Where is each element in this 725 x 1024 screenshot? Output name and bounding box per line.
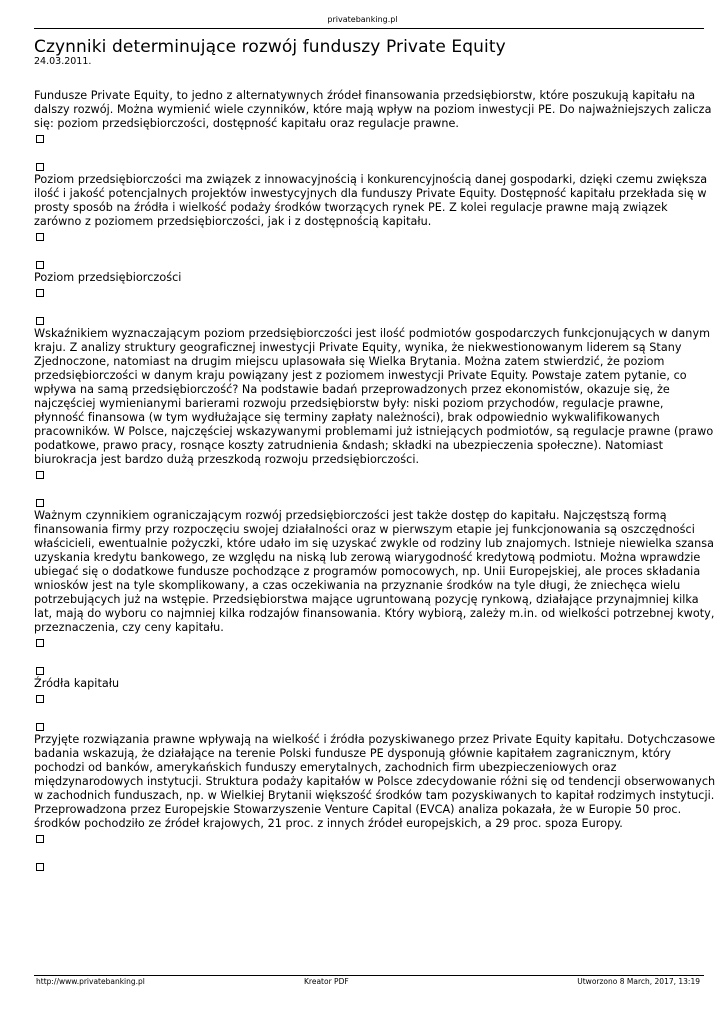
paragraph-legal: Przyjęte rozwiązania prawne wpływają na wielkość i źródła pozyskiwanego przez Private Equity kapitału. Dotychczasowe badania wskazują, że działające na terenie Polski fundusze PE dysponują głównie kapitałem zagranicznym, który pochodzi od banków, amerykańskich funduszy emerytalnych, zachodnich firm ubezpieczeniowych oraz międzynarodowych instytucji. Struktura podaży kapitałów w Polsce zdecydowanie różni się od tendencji obserwowanych w zachodnich funduszach, np. w Wielkiej Brytanii większość środków tam pozyskiwanych to kapitał rodzimych instytucji. Przeprowadzona przez Europejskie Stowarzyszenie Venture Capital (EVCA) analiza pokazała, że w Europie 50 proc. środków pochodziło ze źródeł krajowych, 21 proc. z innych źródeł europejskich, a 29 proc. spoza Europy.	[34, 733, 716, 830]
paragraph-intro: Fundusze Private Equity, to jedno z alternatywnych źródeł finansowania przedsiębiorstw, które poszukują kapitału na dalszy rozwój. Można wymienić wiele czynników, które mają wpływ na poziom inwestycji PE. Do najważniejszych zalicza się: poziom przedsiębiorczości, dostępność kapitału oraz regulacje prawne.	[34, 89, 712, 130]
placeholder-box-icon	[36, 233, 44, 241]
placeholder-box-icon	[36, 499, 44, 507]
article-date: 24.03.2011.	[34, 56, 92, 67]
site-header: privatebanking.pl	[327, 15, 398, 24]
placeholder-box-icon	[36, 289, 44, 297]
section-heading-entrepreneurship: Poziom przedsiębiorczości	[34, 271, 182, 284]
placeholder-box-icon	[36, 695, 44, 703]
placeholder-box-icon	[36, 261, 44, 269]
placeholder-box-icon	[36, 667, 44, 675]
paragraph-capital-access: Ważnym czynnikiem ograniczającym rozwój przedsiębiorczości jest także dostęp do kapitału. Najczęstszą formą finansowania firmy przy rozpoczęciu swojej działalności oraz w pierwszym etapie jej funkcjonowania są oszczędności właścicieli, ewentualnie pożyczki, które udało im się uzyskać zwykle od rodziny lub znajomych. Istnieje niewielka szansa uzyskania kredytu bankowego, ze względu na niską lub zerową wiarygodność kredytową podmiotu. Można wprawdzie ubiegać się o dodatkowe fundusze pochodzące z programów pomocowych, np. Unii Europejskiej, ale proces składania wniosków jest na tyle skomplikowany, a czas oczekiwania na przyznanie środków na tyle długi, że zniechęca wielu potrzebujących już na wstępie. Przedsiębiorstwa mające ugruntowaną pozycję rynkową, działające przynajmniej kilka lat, mają do wyboru co najmniej kilka rodzajów finansowania. Który wybiorą, zależy m.in. od wielkości potrzebnej kwoty, przeznaczenia, czy ceny kapitału.	[34, 509, 715, 634]
placeholder-box-icon	[36, 639, 44, 647]
footer-divider	[34, 975, 704, 976]
placeholder-box-icon	[36, 317, 44, 325]
paragraph-factors: Poziom przedsiębiorczości ma związek z innowacyjnością i konkurencyjnością danej gospodarki, dzięki czemu zwiększa ilość i jakość potencjalnych projektów inwestycyjnych dla funduszy Private Equity. Dostępność kapitału przekłada się w prosty sposób na źródła i wielkość podaży środków tworzących rynek PE. Z kolei regulacje prawne mają związek zarówno z poziomem przedsiębiorczości, jak i z dostępnością kapitału.	[34, 173, 708, 228]
header-divider	[34, 28, 704, 29]
placeholder-box-icon	[36, 163, 44, 171]
placeholder-box-icon	[36, 135, 44, 143]
placeholder-box-icon	[36, 723, 44, 731]
paragraph-entrepreneurship: Wskaźnikiem wyznaczającym poziom przedsiębiorczości jest ilość podmiotów gospodarczych funkcjonujących w danym kraju. Z analizy struktury geograficznej inwestycji Private Equity, wynika, że niekwestionowanym liderem są Stany Zjednoczone, natomiast na drugim miejscu uplasowała się Wielka Brytania. Można zatem stwierdzić, że poziom przedsiębiorczości w danym kraju powiązany jest z poziomem inwestycji Private Equity. Powstaje zatem pytanie, co wpływa na samą przedsiębiorczość? Na podstawie badań przeprowadzonych przez ekonomistów, okazuje się, że najczęściej wymienianymi barierami rozwoju przedsiębiorstw były: niski poziom przychodów, regulacje prawne, płynność finansowa (w tym wydłużające się terminy zapłaty należności), brak odpowiednio wykwalifikowanych pracowników. W Polsce, najczęściej wskazywanymi problemami już istniejących podmiotów, są regulacje prawne (prawo podatkowe, prawo pracy, rosnące koszty zatrudnienia &ndash; składki na ubezpieczenia społeczne). Natomiast biurokracja jest bardzo dużą przeszkodą rozwoju przedsiębiorczości.	[34, 327, 714, 466]
placeholder-box-icon	[36, 863, 44, 871]
footer-created: Utworzono 8 March, 2017, 13:19	[577, 977, 700, 986]
article-body	[34, 89, 716, 873]
placeholder-box-icon	[36, 835, 44, 843]
section-heading-capital-sources: Źródła kapitału	[34, 677, 120, 690]
footer-url: http://www.privatebanking.pl	[36, 977, 145, 986]
article-title: Czynniki determinujące rozwój funduszy Private Equity	[34, 37, 506, 57]
footer-generator: Kreator PDF	[304, 977, 349, 986]
placeholder-box-icon	[36, 471, 44, 479]
